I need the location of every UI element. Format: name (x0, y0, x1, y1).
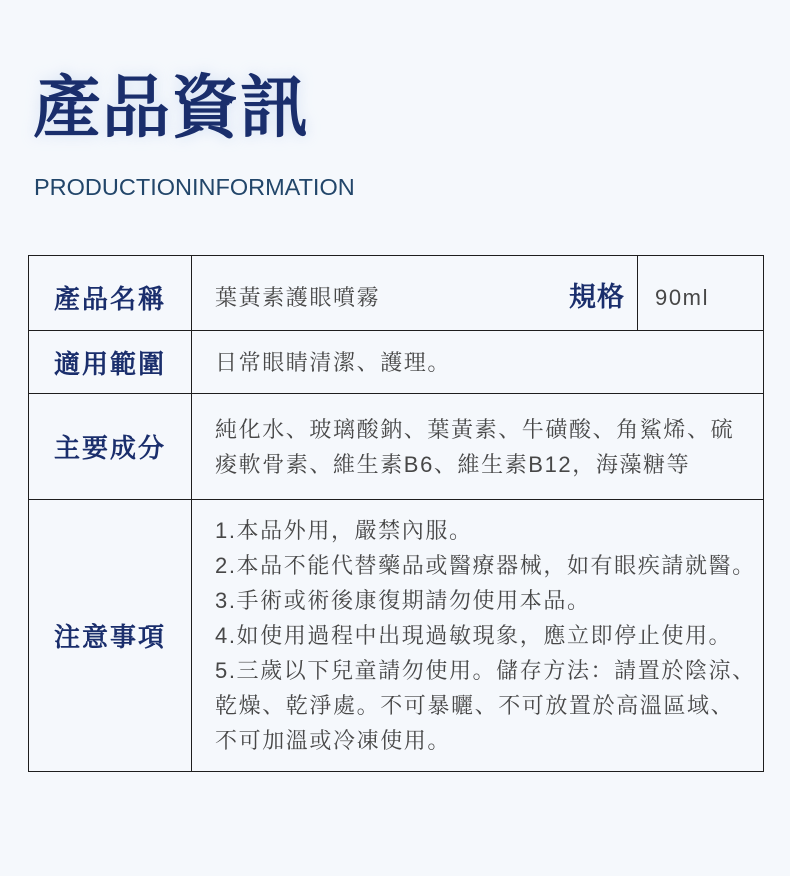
spec-value: 90ml (638, 256, 764, 331)
usage-value: 日常眼睛清潔、護理。 (192, 331, 764, 394)
precautions-line: 4.如使用過程中出現過敏現象，應立即停止使用。 (215, 623, 733, 648)
product-name-cell (192, 256, 638, 331)
page-subtitle: PRODUCTIONINFORMATION (34, 174, 355, 200)
precautions-line: 乾燥、乾淨處。不可暴曬、不可放置於高溫區域、 (215, 693, 735, 718)
precautions-line: 2.本品不能代替藥品或醫療器械，如有眼疾請就醫。 (215, 553, 756, 578)
precautions-line: 1.本品外用，嚴禁內服。 (215, 518, 473, 543)
usage-label: 適用範圍 (29, 331, 192, 394)
product-name-value: 葉黃素護眼噴霧 (215, 284, 381, 310)
precautions-label: 注意事項 (29, 500, 192, 772)
spec-label: 規格 (569, 281, 625, 312)
table-row-usage (29, 331, 764, 394)
page-title: 產品資訊 (33, 70, 310, 146)
ingredients-line: 痠軟骨素、維生素B6、維生素B12，海藻糖等 (215, 451, 691, 477)
precautions-line: 3.手術或術後康復期請勿使用本品。 (215, 588, 591, 613)
table-row-ingredients (29, 394, 764, 500)
precautions-cell (192, 500, 764, 772)
product-name-label: 產品名稱 (29, 256, 192, 331)
table-row-precautions (29, 500, 764, 772)
precautions-line: 不可加溫或冷凍使用。 (215, 728, 452, 753)
table-row-product-name (29, 256, 764, 331)
product-info-table (28, 255, 764, 772)
ingredients-label: 主要成分 (29, 394, 192, 500)
ingredients-cell (192, 394, 764, 500)
ingredients-line: 純化水、玻璃酸鈉、葉黃素、牛磺酸、角鯊烯、硫 (215, 416, 735, 442)
precautions-line: 5.三歲以下兒童請勿使用。儲存方法：請置於陰涼、 (215, 658, 756, 683)
